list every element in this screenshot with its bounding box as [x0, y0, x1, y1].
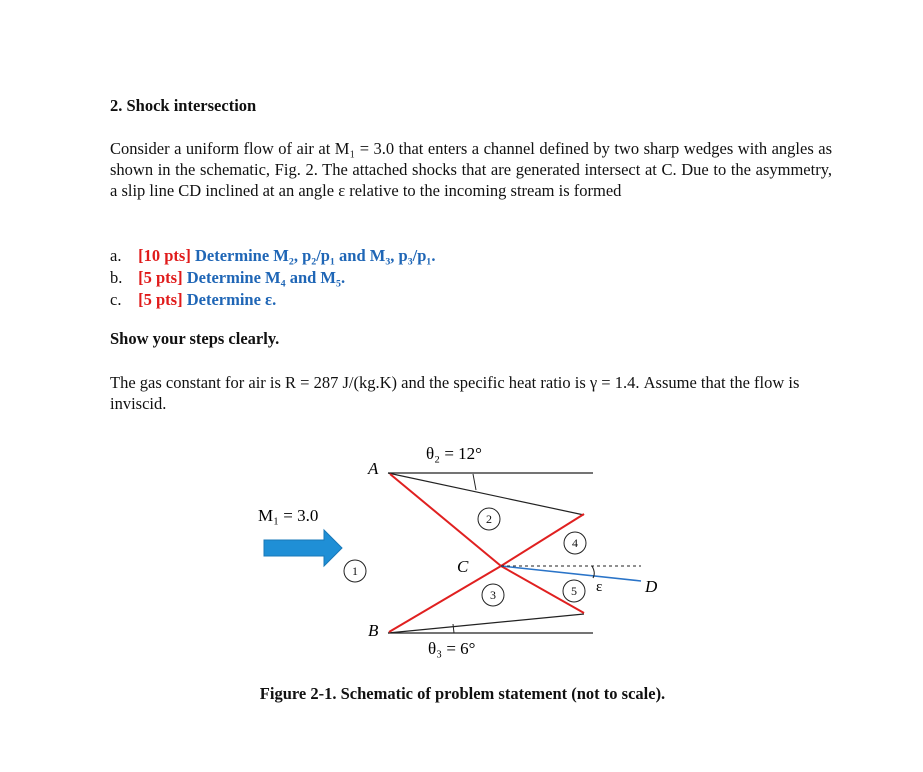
theta3-angle-mark [453, 624, 454, 633]
task-text: Determine ε. [186, 290, 277, 309]
point-d-label: D [645, 577, 658, 596]
task-points: [5 pts] [138, 290, 183, 309]
task-text: Determine M₄ and M₅. [186, 268, 346, 287]
task-letter: b. [110, 268, 123, 287]
task-points: [10 pts] [138, 246, 191, 265]
epsilon-label: ε [596, 579, 603, 595]
shock-waves [389, 474, 584, 632]
region-2-label: 2 [486, 512, 492, 526]
task-letter: c. [110, 290, 122, 309]
problem-paragraph: Consider a uniform flow of air at M₁ = 3.0 that enters a channel defined by two sharp wedges with angles as shown in the schematic, Fig. 2. The attached shocks that are generated intersect at C. Due to the asymmetry, a slip line CD inclined at an angle ε relative to the incoming stream is formed [110, 139, 832, 200]
theta2-label: θ₂ = 12° [426, 444, 482, 463]
theta3-label: θ₃ = 6° [428, 639, 476, 658]
region-4-label: 4 [572, 536, 578, 550]
gas-constant-paragraph: The gas constant for air is R = 287 J/(kg.K) and the specific heat ratio is γ = 1.4. Assume that the flow is inviscid. [110, 373, 800, 413]
show-steps-note: Show your steps clearly. [110, 329, 280, 348]
theta2-angle-mark [473, 474, 476, 490]
region-1-label: 1 [352, 564, 358, 578]
flow-arrow-icon [264, 530, 342, 566]
task-text: Determine M₂, p₂/p₁ and M₃, p₃/p₁. [194, 246, 436, 265]
region-3-label: 3 [490, 588, 496, 602]
task-letter: a. [110, 246, 122, 265]
mach-label: M₁ = 3.0 [258, 506, 319, 525]
point-c-label: C [457, 557, 469, 576]
point-a-label: A [368, 459, 379, 478]
figure-caption: Figure 2-1. Schematic of problem statement (not to scale). [259, 684, 666, 703]
task-points: [5 pts] [138, 268, 183, 287]
section-heading: 2. Shock intersection [110, 96, 257, 115]
bottom-wedge-surface [388, 614, 584, 633]
region-5-label: 5 [571, 584, 577, 598]
point-b-label: B [368, 621, 379, 640]
